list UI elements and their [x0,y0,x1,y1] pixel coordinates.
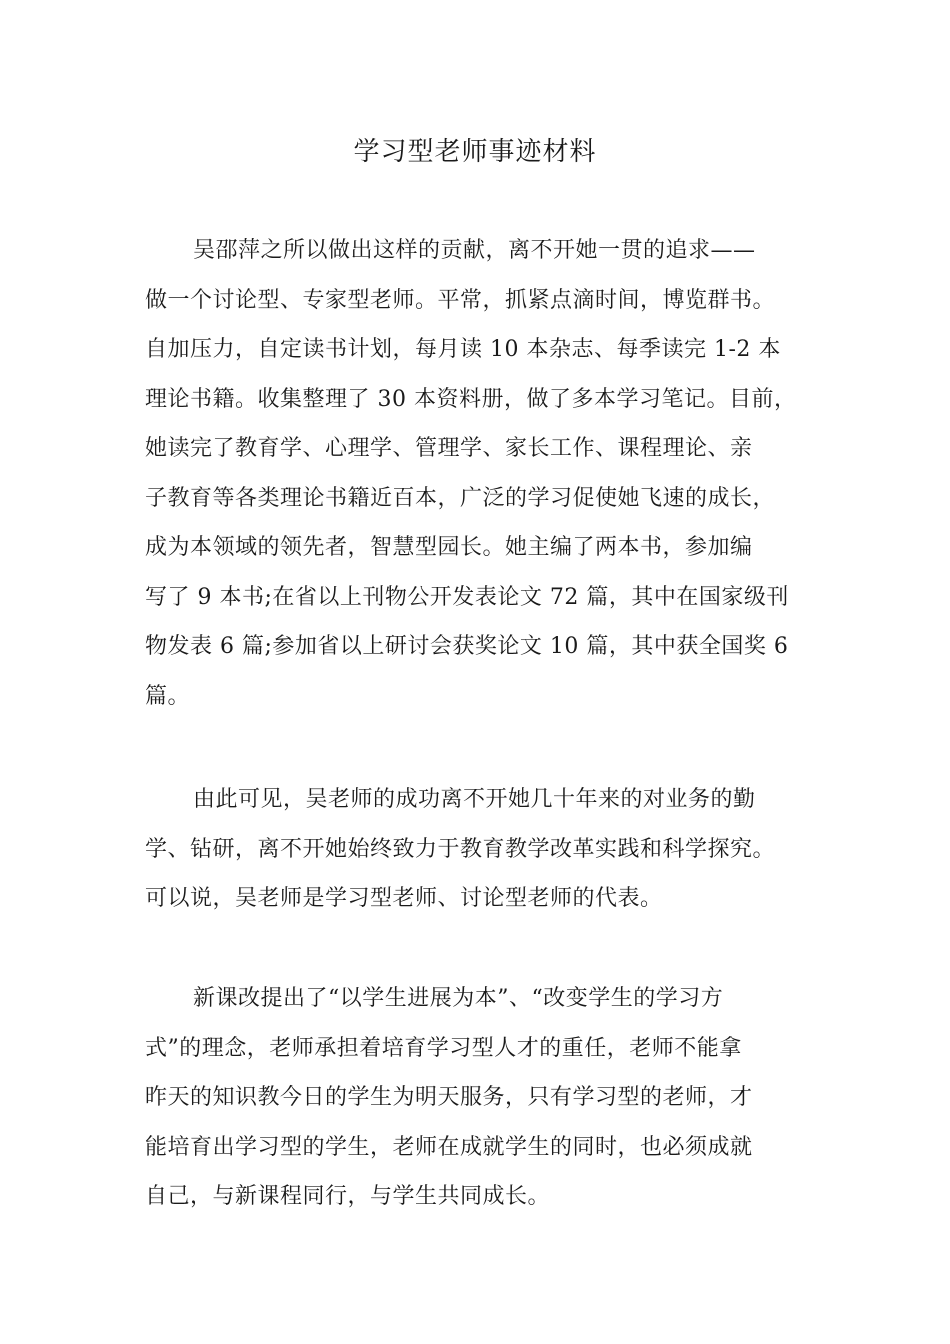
paragraph-1 [145,226,835,721]
paragraph-line: 做一个讨论型、专家型老师。平常，抓紧点滴时间，博览群书。 [145,287,776,313]
paragraph-2 [145,775,835,924]
paragraph-line: 自己，与新课程同行，与学生共同成长。 [145,1184,551,1209]
paragraph-line: 自加压力，自定读书计划，每月读 10 本杂志、每季读完 1-2 本 [145,337,781,362]
paragraph-line: 理论书籍。收集整理了 30 本资料册，做了多本学习笔记。目前， [145,386,797,412]
paragraph-line: 吴邵萍之所以做出这样的贡献，离不开她一贯的追求—— [193,238,756,263]
paragraph-line: 学、钻研，离不开她始终致力于教育教学改革实践和科学探究。 [145,836,776,862]
paragraph-line: 写了 9 本书;在省以上刊物公开发表论文 72 篇，其中在国家级刊 [145,584,789,610]
paragraph-line: 由此可见，吴老师的成功离不开她几十年来的对业务的勤 [193,787,756,812]
paragraph-3 [145,974,835,1222]
paragraph-line: 成为本领域的领先者，智慧型园长。她主编了两本书，参加编 [145,535,753,560]
document-title: 学习型老师事迹材料 [353,137,597,167]
paragraph-line: 能培育出学习型的学生，老师在成就学生的同时，也必须成就 [145,1134,753,1160]
paragraph-line: 新课改提出了“以学生进展为本”、“改变学生的学习方 [193,986,724,1011]
paragraph-line: 昨天的知识教今日的学生为明天服务，只有学习型的老师，才 [145,1085,753,1110]
paragraph-line: 可以说，吴老师是学习型老师、讨论型老师的代表。 [145,886,663,911]
paragraph-line: 物发表 6 篇;参加省以上研讨会获奖论文 10 篇，其中获全国奖 6 [145,634,789,659]
paragraph-line: 她读完了教育学、心理学、管理学、家长工作、课程理论、亲 [145,436,753,461]
paragraph-line: 子教育等各类理论书籍近百本，广泛的学习促使她飞速的成长， [145,485,776,511]
paragraph-line: 式”的理念，老师承担着培育学习型人才的重任，老师不能拿 [145,1035,742,1061]
paragraph-line: 篇。 [145,683,191,709]
